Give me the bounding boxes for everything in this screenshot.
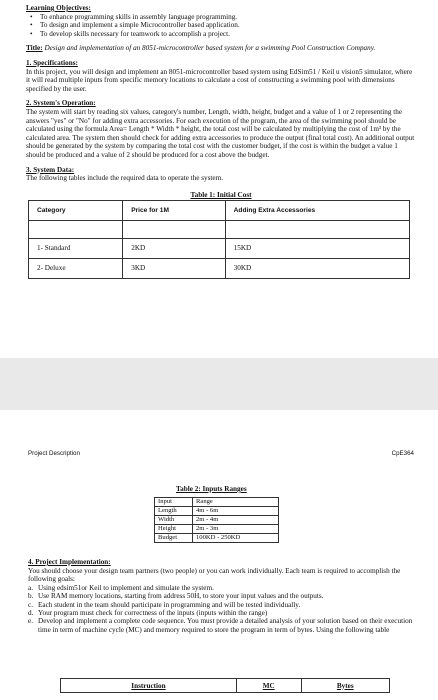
table-row xyxy=(155,507,279,516)
list-item: a. Using edsim51or Keil to implement and simulate the system. xyxy=(28,583,214,592)
implementation-section xyxy=(28,558,416,634)
table-cell: 1- Standard xyxy=(29,238,123,258)
table-cell: 2m - 3m xyxy=(193,525,279,534)
table-cell: Width xyxy=(155,516,193,525)
table-header: MC xyxy=(236,679,301,693)
table-cell: 30KD xyxy=(225,258,409,278)
table-row xyxy=(29,258,410,278)
objectives-heading: Learning Objectives: xyxy=(26,4,91,12)
table-row xyxy=(155,498,279,507)
table-row xyxy=(29,238,410,258)
table-row xyxy=(155,525,279,534)
table-header: Category xyxy=(29,200,123,220)
list-item: • To design and implement a simple Microcontroller based application. xyxy=(26,21,416,30)
header-left: Project Description xyxy=(28,450,80,457)
operation-heading: 2. System's Operation: xyxy=(26,99,96,108)
list-item: d. Your program must check for correctness of the inputs (inputs within the range) xyxy=(28,609,268,617)
table-cell: 2- Deluxe xyxy=(29,258,123,278)
document-page-2 xyxy=(0,410,438,700)
list-item: • To enhance programming skills in assembly language programming. xyxy=(26,13,416,22)
input-ranges-table xyxy=(154,497,279,543)
table-header: Price for 1M xyxy=(123,200,225,220)
table-cell: Input xyxy=(155,498,193,507)
bullet-icon: • xyxy=(30,12,33,21)
list-item: • To develop skills necessary for teamwork to accomplish a project. xyxy=(26,30,416,39)
list-item: b. Use RAM memory locations, starting from address 50H, to store your input values and the outputs. xyxy=(28,592,324,601)
table2-caption: Table 2: Inputs Ranges xyxy=(176,485,247,493)
title-label: Title: xyxy=(26,44,43,53)
table1-caption: Table 1: Initial Cost xyxy=(190,190,252,199)
implementation-intro: You should choose your design team partners (two people) or you can work individually. Each team is required to accomplish the following goals: xyxy=(28,566,401,584)
table-header: Bytes xyxy=(301,679,389,693)
table-cell: 2m - 4m xyxy=(193,516,279,525)
header-right: CpE364 xyxy=(391,450,414,457)
table-header-row xyxy=(61,679,390,693)
table-cell: 3KD xyxy=(123,258,225,278)
instruction-analysis-table xyxy=(60,678,390,693)
title-text: Design and implementation of an 8051-microcontroller based system for a swimming Pool Construction Company. xyxy=(44,44,376,53)
objectives-list xyxy=(26,13,416,39)
table-cell: Length xyxy=(155,507,193,516)
initial-cost-table xyxy=(28,200,410,279)
system-data-text: The following tables include the required data to operate the system. xyxy=(26,174,223,183)
page-header xyxy=(28,450,414,457)
table-row xyxy=(155,534,279,543)
specifications-heading: 1. Specifications: xyxy=(26,58,78,67)
table-header: Instruction xyxy=(61,679,237,693)
implementation-heading: 4. Project Implementation: xyxy=(28,558,111,566)
specifications-text: In this project, you will design and implement an 8051-microcontroller based system using EdSim51 / Keil u vision5 simulator, where it will read multiple inputs from specific memory locations to calculate a cost of constructing a swimming pool with dimensions specified by the user. xyxy=(26,67,413,93)
table-cell: 4m - 6m xyxy=(193,507,279,516)
table-cell: Range xyxy=(193,498,279,507)
list-item: c. Each student in the team should participate in programming and will be tested individually. xyxy=(28,600,301,609)
table-cell: Height xyxy=(155,525,193,534)
table-row xyxy=(155,516,279,525)
table-cell: 100KD - 250KD xyxy=(193,534,279,543)
table-row xyxy=(29,220,410,238)
table-header: Adding Extra Accessories xyxy=(225,200,409,220)
system-data-heading: 3. System Data: xyxy=(26,165,75,174)
list-item: e. Develop and implement a complete code sequence. You must provide a detailed analysis of your solution based on their execution time in term of machine cycle (MC) and memory required to store the program in term of bytes. Using the following table xyxy=(28,617,413,634)
operation-text: The system will start by reading six values, category's number, Length, width, height, budget and a value of 1 or 2 representing the answers "yes" or "No" for adding extra accessories. For each execution of the program, the area of the swimming pool should be calculated using the formula Area= Length * Width * height, the total cost will be calculated by multiplying the cost of 1m³ by the calculated area. The system then should check for adding extra accessories to produce the output (final total cost). An additional output should be generated by the system by comparing the total cost with the customer budget, if the cost is within the budget a value 1 should be produced and a value of 2 should be produced for a cost above the budget. xyxy=(26,107,415,159)
table-cell: Budget xyxy=(155,534,193,543)
table-cell: 2KD xyxy=(123,238,225,258)
bullet-icon: • xyxy=(30,21,33,30)
project-title xyxy=(26,44,416,53)
table-cell: 15KD xyxy=(225,238,409,258)
bullet-icon: • xyxy=(30,29,33,38)
table-header-row xyxy=(29,200,410,220)
